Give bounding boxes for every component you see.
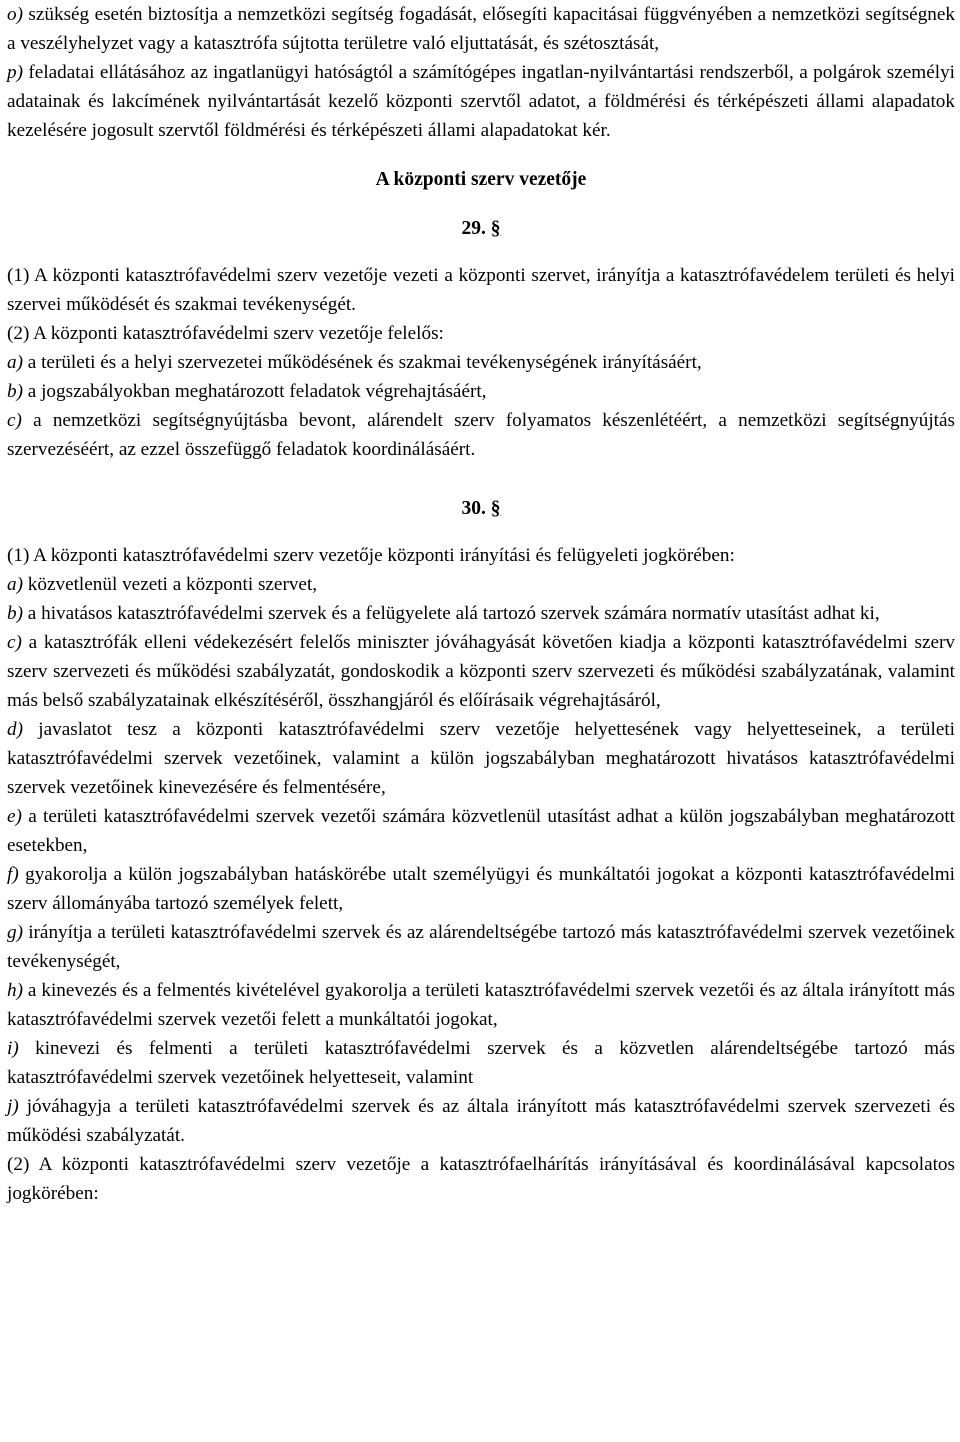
item-letter: c) — [7, 632, 22, 653]
list-item-29-c — [7, 406, 955, 464]
paragraph-sign: § — [490, 218, 501, 239]
paragraph-sign: § — [490, 498, 501, 519]
item-letter: a) — [7, 574, 23, 595]
section-number: 29. — [461, 218, 486, 239]
item-letter: i) — [7, 1038, 19, 1059]
item-letter: b) — [7, 381, 23, 402]
list-item-30-g — [7, 918, 955, 976]
paragraph-30-2-intro: (2) A központi katasztrófavédelmi szerv vezetője a katasztrófaelhárítás irányításával és koordinálásával kapcsolatos jogkörében: — [7, 1154, 955, 1204]
list-item-30-a — [7, 570, 955, 599]
list-item-30-i — [7, 1034, 955, 1092]
section-number-30 — [7, 494, 955, 523]
section-title: A központi szerv vezetője — [375, 169, 587, 190]
list-item-30-f — [7, 860, 955, 918]
item-letter: a) — [7, 352, 23, 373]
item-letter: j) — [7, 1096, 19, 1117]
list-item-30-h — [7, 976, 955, 1034]
item-text: a nemzetközi segítségnyújtásba bevont, alárendelt szerv folyamatos készenlétéért, a nemzetközi segítségnyújtás szervezéséért, az ezzel összefüggő feladatok koordinálásáért. — [7, 410, 955, 460]
list-item-30-e — [7, 802, 955, 860]
item-text: a kinevezés és a felmentés kivételével gyakorolja a területi katasztrófavédelmi szervek vezetői és az általa irányított más katasztrófavédelmi szervek vezetői felett a munkáltatói jogokat, — [7, 980, 955, 1030]
item-letter: h) — [7, 980, 23, 1001]
document-page — [7, 0, 955, 1208]
item-text: irányítja a területi katasztrófavédelmi szervek és az alárendeltségébe tartozó más katasztrófavédelmi szervek vezetőinek tevékenységét, — [7, 922, 955, 972]
item-text: feladatai ellátásához az ingatlanügyi hatóságtól a számítógépes ingatlan-nyilvántartási rendszerből, a polgárok személyi adatainak és lakcímének nyilvántartását kezelő központi szervtől adatot, a földmérési és térképészeti állami alapadatok kezelésére jogosult szervtől földmérési és térképészeti állami alapadatokat kér. — [7, 62, 955, 141]
section-number-29 — [7, 214, 955, 243]
item-text: a jogszabályokban meghatározott feladatok végrehajtásáért, — [22, 381, 487, 402]
item-letter: g) — [7, 922, 23, 943]
item-letter: p) — [7, 62, 23, 83]
item-text: szükség esetén biztosítja a nemzetközi segítség fogadását, elősegíti kapacitásai függvényében a nemzetközi segítségnek a veszélyhelyzet vagy a katasztrófa sújtotta területre való eljuttatását, és szétosztását, — [7, 4, 955, 54]
item-letter: c) — [7, 410, 22, 431]
item-text: jóváhagyja a területi katasztrófavédelmi szervek és az általa irányított más katasztrófavédelmi szervek szervezeti és működési szabályzatát. — [7, 1096, 955, 1146]
section-number: 30. — [461, 498, 486, 519]
list-item-29-a — [7, 348, 955, 377]
item-text: a területi és a helyi szervezetei működésének és szakmai tevékenységének irányításáért, — [22, 352, 702, 373]
item-letter: f) — [7, 864, 19, 885]
item-text: javaslatot tesz a központi katasztrófavédelmi szerv vezetője helyettesének vagy helyetteseinek, a területi katasztrófavédelmi szervek vezetőinek, valamint a külön jogszabályban meghatározott hivatásos katasztrófavédelmi szervek vezetőinek kinevezésére és felmentésére, — [7, 719, 955, 798]
list-item-30-c — [7, 628, 955, 715]
item-text: közvetlenül vezeti a központi szervet, — [22, 574, 318, 595]
item-text: a hivatásos katasztrófavédelmi szervek és a felügyelete alá tartozó szervek számára normatív utasítást adhat ki, — [22, 603, 880, 624]
list-item-30-b — [7, 599, 955, 628]
item-letter: e) — [7, 806, 22, 827]
list-item-p — [7, 58, 955, 145]
list-item-30-d — [7, 715, 955, 802]
paragraph-30-1-intro: (1) A központi katasztrófavédelmi szerv vezetője központi irányítási és felügyeleti jogkörében: — [7, 545, 735, 566]
item-letter: o) — [7, 4, 23, 25]
list-item-30-j — [7, 1092, 955, 1150]
paragraph-29-1: (1) A központi katasztrófavédelmi szerv vezetője vezeti a központi szervet, irányítja a katasztrófavédelem területi és helyi szervei működését és szakmai tevékenységét. — [7, 265, 955, 315]
paragraph-29-2-intro: (2) A központi katasztrófavédelmi szerv vezetője felelős: — [7, 323, 444, 344]
item-text: a katasztrófák elleni védekezésért felelős miniszter jóváhagyását követően kiadja a központi katasztrófavédelmi szerv szerv szervezeti és működési szabályzatát, gondoskodik a központi szerv szervezeti és működési szabályzatának, valamint más belső szabályzatainak elkészítéséről, összhangjáról és előírásaik végrehajtásáról, — [7, 632, 955, 711]
item-letter: b) — [7, 603, 23, 624]
list-item-29-b — [7, 377, 955, 406]
item-text: gyakorolja a külön jogszabályban hatáskörébe utalt személyügyi és munkáltatói jogokat a központi katasztrófavédelmi szerv állományába tartozó személyek felett, — [7, 864, 955, 914]
item-text: kinevezi és felmenti a területi katasztrófavédelmi szervek és a közvetlen alárendeltségébe tartozó más katasztrófavédelmi szervek vezetőinek helyetteseit, valamint — [7, 1038, 955, 1088]
item-text: a területi katasztrófavédelmi szervek vezetői számára közvetlenül utasítást adhat a külön jogszabályban meghatározott esetekben, — [7, 806, 955, 856]
item-letter: d) — [7, 719, 23, 740]
list-item-o — [7, 0, 955, 58]
